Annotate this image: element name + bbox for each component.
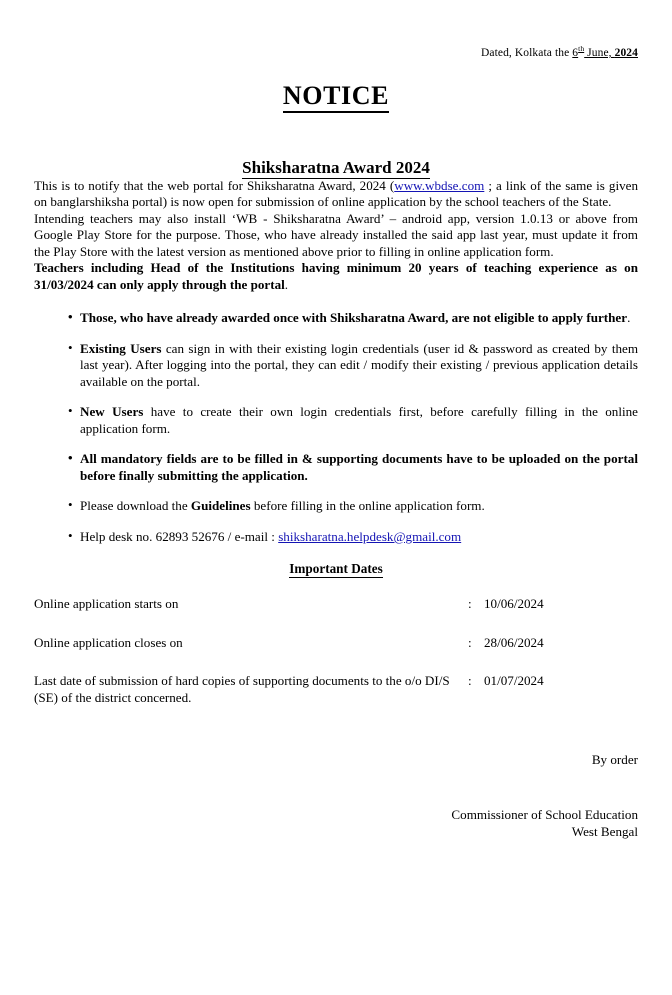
bullet-3-tail: have to create their own login credentials first, before carefully filling in the online application form. [80, 404, 638, 436]
list-item [34, 529, 638, 546]
bullet-2-tail: can sign in with their existing login credentials (user id & password as created by them last year). After logging into the portal, they can edit / modify their existing / previous application details available on the portal. [80, 340, 638, 389]
notice-bullet-list [34, 310, 638, 545]
notice-document-page [0, 44, 672, 995]
bullet-5-lead: Please download the [80, 498, 191, 514]
guidelines-label: Guidelines [190, 498, 251, 514]
date-row-colon: : [468, 634, 472, 650]
date-row-value: 01/07/2024 [484, 673, 544, 689]
bullet-2-bold: Existing Users [80, 340, 162, 356]
important-dates-table [34, 596, 638, 706]
helpdesk-email-link[interactable]: shiksharatna.helpdesk@gmail.com [278, 528, 462, 544]
date-day: 6 [572, 46, 579, 59]
table-row [34, 635, 638, 674]
paragraph-1-tail: ; a link of the same is given on banglarshiksha portal) is now open for submission of online application by the school teachers of the State. [34, 177, 639, 210]
bullet-3-bold: New Users [80, 404, 144, 420]
important-dates-heading-text: Important Dates [289, 561, 383, 577]
eligibility-bold-text: Teachers including Head of the Institutions having minimum 20 years of teaching experience as on 31/03/2024 can only apply through the portal [34, 260, 638, 292]
list-item [34, 498, 638, 515]
list-item [34, 404, 638, 437]
signature-state: West Bengal [571, 824, 638, 840]
bullet-1-bold: Those, who have already awarded once with Shiksharatna Award, are not eligible to apply further [80, 310, 628, 326]
page-title-text: NOTICE [283, 81, 389, 113]
signature-designation: Commissioner of School Education [451, 807, 638, 823]
list-item [34, 451, 638, 484]
bullet-1-tail: . [627, 310, 631, 326]
wbdse-website-link[interactable]: www.wbdse.com [394, 177, 485, 193]
paragraph-eligibility [34, 260, 638, 293]
date-year: 2024 [614, 46, 638, 59]
date-row-value: 28/06/2024 [484, 634, 544, 650]
paragraph-1-lead: This is to notify that the web portal for Shiksharatna Award, 2024 ( [34, 177, 395, 193]
date-prefix: Dated, Kolkata the [480, 46, 573, 59]
page-subtitle [34, 158, 638, 178]
bullet-5-tail: before filling in the online application form. [250, 498, 485, 514]
by-order-text: By order [591, 752, 638, 768]
list-item [34, 310, 638, 327]
paragraph-android-app: Intending teachers may also install ‘WB - Shiksharatna Award’ – android app, version 1.0.13 or above from Google Play Store for the purpose. Those, who have already installed the said app last year, must update it from the Play Store with the latest version as mentioned above prior to filling in online application form. [34, 210, 638, 259]
date-month: June, [584, 46, 615, 59]
page-title [34, 81, 638, 111]
page-subtitle-text: Shiksharatna Award 2024 [242, 157, 430, 177]
important-dates-heading [34, 561, 638, 577]
bullet-4-bold: All mandatory fields are to be filled in & supporting documents have to be uploaded on the portal before finally submitting the application. [80, 451, 638, 483]
date-row-value: 10/06/2024 [484, 596, 544, 612]
signature-block [34, 806, 638, 840]
date-row-label: Online application closes on [34, 634, 183, 650]
date-row-colon: : [468, 673, 472, 689]
eligibility-tail: . [284, 276, 289, 292]
date-line [34, 44, 638, 59]
date-row-colon: : [468, 596, 472, 612]
date-ordinal-suffix: th [578, 44, 585, 53]
list-item [34, 341, 638, 391]
paragraph-portal-notice [34, 178, 638, 211]
helpdesk-label: Help desk no. 62893 52676 / e-mail : [80, 528, 279, 544]
date-row-label: Last date of submission of hard copies of supporting documents to the o/o DI/S (SE) of the district concerned. [34, 673, 450, 705]
table-row [34, 596, 638, 635]
date-row-label: Online application starts on [34, 596, 179, 612]
table-row [34, 673, 638, 706]
